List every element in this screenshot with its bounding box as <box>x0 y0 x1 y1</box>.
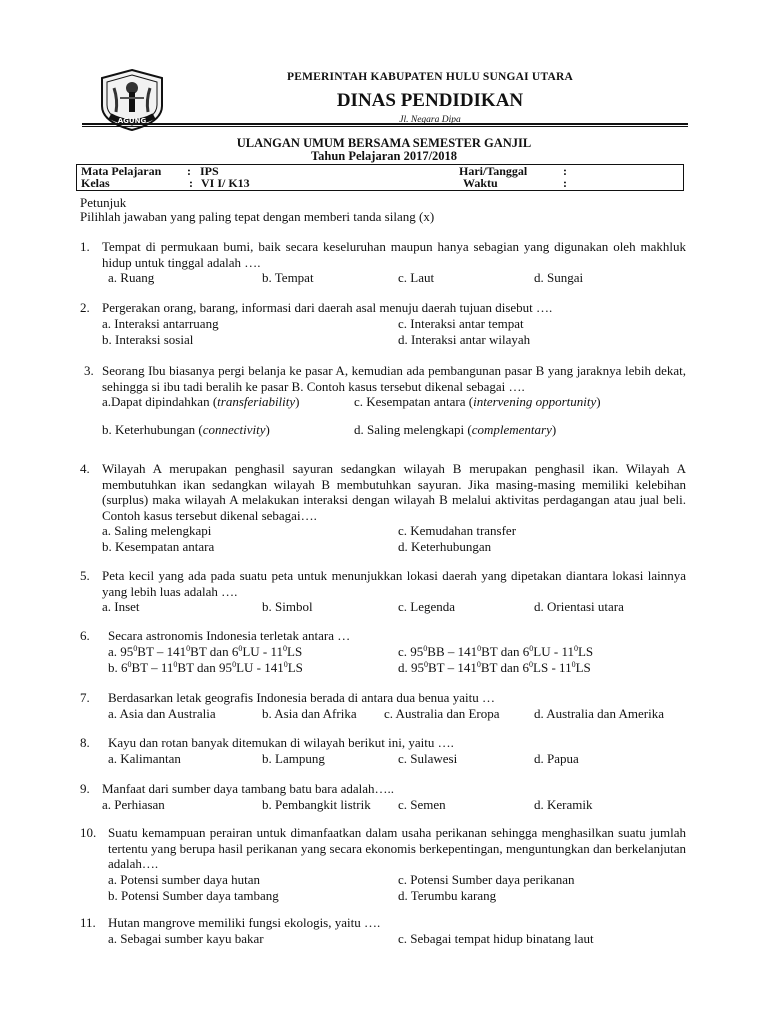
option-d[interactable]: d. Australia dan Amerika <box>534 705 664 721</box>
answer-options <box>80 394 686 410</box>
subject-label: Mata Pelajaran <box>81 164 162 178</box>
date-separator: : <box>563 164 567 178</box>
question-text: Seorang Ibu biasanya pergi belanja ke pasar A, kemudian ada pembangunan pasar B yang jaraknya lebih dekat, sehingga si ibu tadi beralih ke pasar B. Contoh kasus tersebut dikenal sebagai …. <box>102 363 686 394</box>
instructions-text: Pilihlah jawaban yang paling tepat dengan memberi tanda silang (x) <box>80 209 435 224</box>
exam-title-block <box>0 137 768 163</box>
option-c[interactable]: c. Sebagai tempat hidup binatang laut <box>398 930 594 946</box>
option-b[interactable]: b. $6^0BT - 11^0BT$ dan $95^0LU - 141^0LS$ <box>108 659 303 675</box>
department-address: Jl. Negara Dipa <box>399 114 461 125</box>
option-c[interactable]: c. Sulawesi <box>398 750 458 766</box>
option-d[interactable]: d. Interaksi antar wilayah <box>398 331 531 347</box>
class-label: Kelas <box>81 176 110 190</box>
answer-options <box>80 660 686 676</box>
option-b[interactable]: b. Asia dan Afrika <box>262 705 357 721</box>
question-number: 10. <box>80 825 97 840</box>
option-a[interactable]: a. Inset <box>102 599 140 614</box>
option-a[interactable]: a. Potensi sumber daya hutan <box>108 871 260 887</box>
instructions-heading: Petunjuk <box>80 195 127 210</box>
question-text: Kayu dan rotan banyak ditemukan di wilayah berikut ini, yaitu …. <box>108 735 454 750</box>
question-text: Manfaat dari sumber daya tambang batu bara adalah….. <box>102 781 395 796</box>
option-c[interactable]: c. Kemudahan transfer <box>398 523 517 538</box>
option-b[interactable]: b. Kesempatan antara <box>102 539 215 554</box>
subject-separator: : <box>187 164 191 178</box>
answer-options <box>80 644 686 660</box>
answer-options <box>80 539 686 555</box>
question-text: Berdasarkan letak geografis Indonesia berada di antara dua benua yaitu … <box>108 690 495 705</box>
question-text: Peta kecil yang ada pada suatu peta untuk menunjukkan lokasi daerah yang dipetakan diantara lokasi lainnya yang lebih luas adalah …. <box>102 568 686 599</box>
option-a[interactable]: a. Perhiasan <box>102 796 165 812</box>
answer-options <box>80 888 686 904</box>
government-name: PEMERINTAH KABUPATEN HULU SUNGAI UTARA <box>287 71 573 83</box>
option-d[interactable]: d. Keramik <box>534 796 593 812</box>
question-number: 5. <box>80 568 90 583</box>
option-b[interactable]: b. Interaksi sosial <box>102 331 194 347</box>
question-number: 2. <box>80 300 90 315</box>
question-text: Suatu kemampuan perairan untuk dimanfaatkan dalam usaha perikanan sehingga menghasilkan suatu jumlah tertentu yang berupa hasil perikanan yang secara ekonomis berkepentingan, menguntungkan dan berkelanjutan adalah…. <box>108 825 686 871</box>
subject-value: IPS <box>200 164 219 178</box>
question-7 <box>80 690 686 722</box>
option-b[interactable]: b. Pembangkit listrik <box>262 796 371 812</box>
answer-options <box>80 706 686 722</box>
question-3 <box>80 363 686 438</box>
question-text: Wilayah A merupakan penghasil sayuran sedangkan wilayah B merupakan penghasil ikan. Wilayah A membutuhkan ikan sedangkan wilayah B membutuhkan sayuran. Jika masing-masing memiliki kelebihan (surplus) maka wilayah A melakukan interaksi dengan wilayah B melalui aktivitas perdagangan atau jual beli. Contoh kasus tersebut dikenal sebagai…. <box>102 461 686 523</box>
option-b[interactable]: b. Potensi Sumber daya tambang <box>108 887 279 903</box>
header-rule-thin <box>82 126 688 127</box>
option-b[interactable]: b. Tempat <box>262 270 314 285</box>
question-number: 7. <box>80 690 90 705</box>
option-a[interactable]: a.Dapat dipindahkan (transferiability) <box>102 394 300 409</box>
option-c[interactable]: c. Laut <box>398 270 435 285</box>
time-separator: : <box>563 176 567 190</box>
logo-text: AGUNG <box>117 117 147 125</box>
option-a[interactable]: a. Sebagai sumber kayu bakar <box>108 930 264 946</box>
option-b[interactable]: b. Simbol <box>262 599 313 614</box>
question-1 <box>80 239 686 286</box>
option-c[interactable]: c. Interaksi antar tempat <box>398 315 524 331</box>
time-label: Waktu <box>463 176 498 190</box>
answer-options <box>80 872 686 888</box>
option-a[interactable]: a. Asia dan Australia <box>108 705 216 721</box>
exam-year: Tahun Pelajaran 2017/2018 <box>310 149 458 163</box>
question-9 <box>80 781 686 813</box>
option-d[interactable]: d. Terumbu karang <box>398 887 497 903</box>
department-name: DINAS PENDIDIKAN <box>336 89 524 111</box>
option-c[interactable]: c. Australia dan Eropa <box>384 705 500 721</box>
option-a[interactable]: a. Interaksi antarruang <box>102 315 219 331</box>
option-d[interactable]: d. Papua <box>534 750 579 766</box>
option-d[interactable]: d. Sungai <box>534 270 584 285</box>
exam-info-box <box>76 164 684 191</box>
question-6 <box>80 628 686 676</box>
answer-options <box>80 797 686 813</box>
question-text: Secara astronomis Indonesia terletak antara … <box>108 628 351 643</box>
question-5 <box>80 568 686 615</box>
question-number: 11. <box>80 915 96 930</box>
option-b[interactable]: b. Lampung <box>262 750 325 766</box>
option-d[interactable]: d. $95^0BT - 141^0BT$ dan $6^0LS - 11^0LS$ <box>398 659 591 675</box>
option-d[interactable]: d. Orientasi utara <box>534 599 624 614</box>
answer-options <box>80 523 686 539</box>
exam-title: ULANGAN UMUM BERSAMA SEMESTER GANJIL <box>236 136 532 150</box>
option-c[interactable]: c. Legenda <box>398 599 456 614</box>
answer-options <box>80 422 686 438</box>
answer-options <box>80 751 686 767</box>
answer-options <box>80 316 686 332</box>
answer-options <box>80 931 686 947</box>
answer-options <box>80 270 686 286</box>
answer-options <box>80 332 686 348</box>
class-value: VI I/ K13 <box>201 176 250 190</box>
class-separator: : <box>189 176 193 190</box>
question-text: Pergerakan orang, barang, informasi dari daerah asal menuju daerah tujuan disebut …. <box>102 300 553 315</box>
question-text: Hutan mangrove memiliki fungsi ekologis, yaitu …. <box>108 915 381 930</box>
option-a[interactable]: a. Ruang <box>108 270 155 285</box>
question-8 <box>80 735 686 767</box>
answer-options <box>80 599 686 615</box>
question-number: 9. <box>80 781 90 796</box>
question-number: 3. <box>84 363 94 378</box>
question-10 <box>80 825 686 904</box>
option-a[interactable]: a. Kalimantan <box>108 750 181 766</box>
option-a[interactable]: a. Saling melengkapi <box>102 523 212 538</box>
question-text: Tempat di permukaan bumi, baik secara keseluruhan maupun hanya sebagian yang digunakan oleh makhluk hidup untuk tinggal adalah …. <box>102 239 686 270</box>
question-number: 1. <box>80 239 90 254</box>
question-number: 8. <box>80 735 90 750</box>
option-c[interactable]: c. Semen <box>398 796 446 812</box>
date-label: Hari/Tanggal <box>459 164 528 178</box>
question-number: 4. <box>80 461 90 476</box>
header-rule-thick <box>82 123 688 125</box>
question-4 <box>80 461 686 555</box>
option-c[interactable]: c. $95^0BB - 141^0BT$ dan $6^0LU - 11^0LS$ <box>398 643 594 659</box>
option-d[interactable]: d. Keterhubungan <box>398 539 492 554</box>
question-2 <box>80 300 686 348</box>
question-11 <box>80 915 686 947</box>
question-number: 6. <box>80 628 90 643</box>
option-b[interactable]: b. Keterhubungan (connectivity) <box>102 422 270 437</box>
option-d[interactable]: d. Saling melengkapi (complementary) <box>354 422 557 437</box>
option-c[interactable]: c. Potensi Sumber daya perikanan <box>398 871 575 887</box>
option-c[interactable]: c. Kesempatan antara (intervening opportunity) <box>354 394 601 409</box>
letterhead <box>200 70 660 128</box>
option-a[interactable]: a. $95^0BT - 141^0BT$ dan $6^0LU - 11^0LS$ <box>108 643 303 659</box>
